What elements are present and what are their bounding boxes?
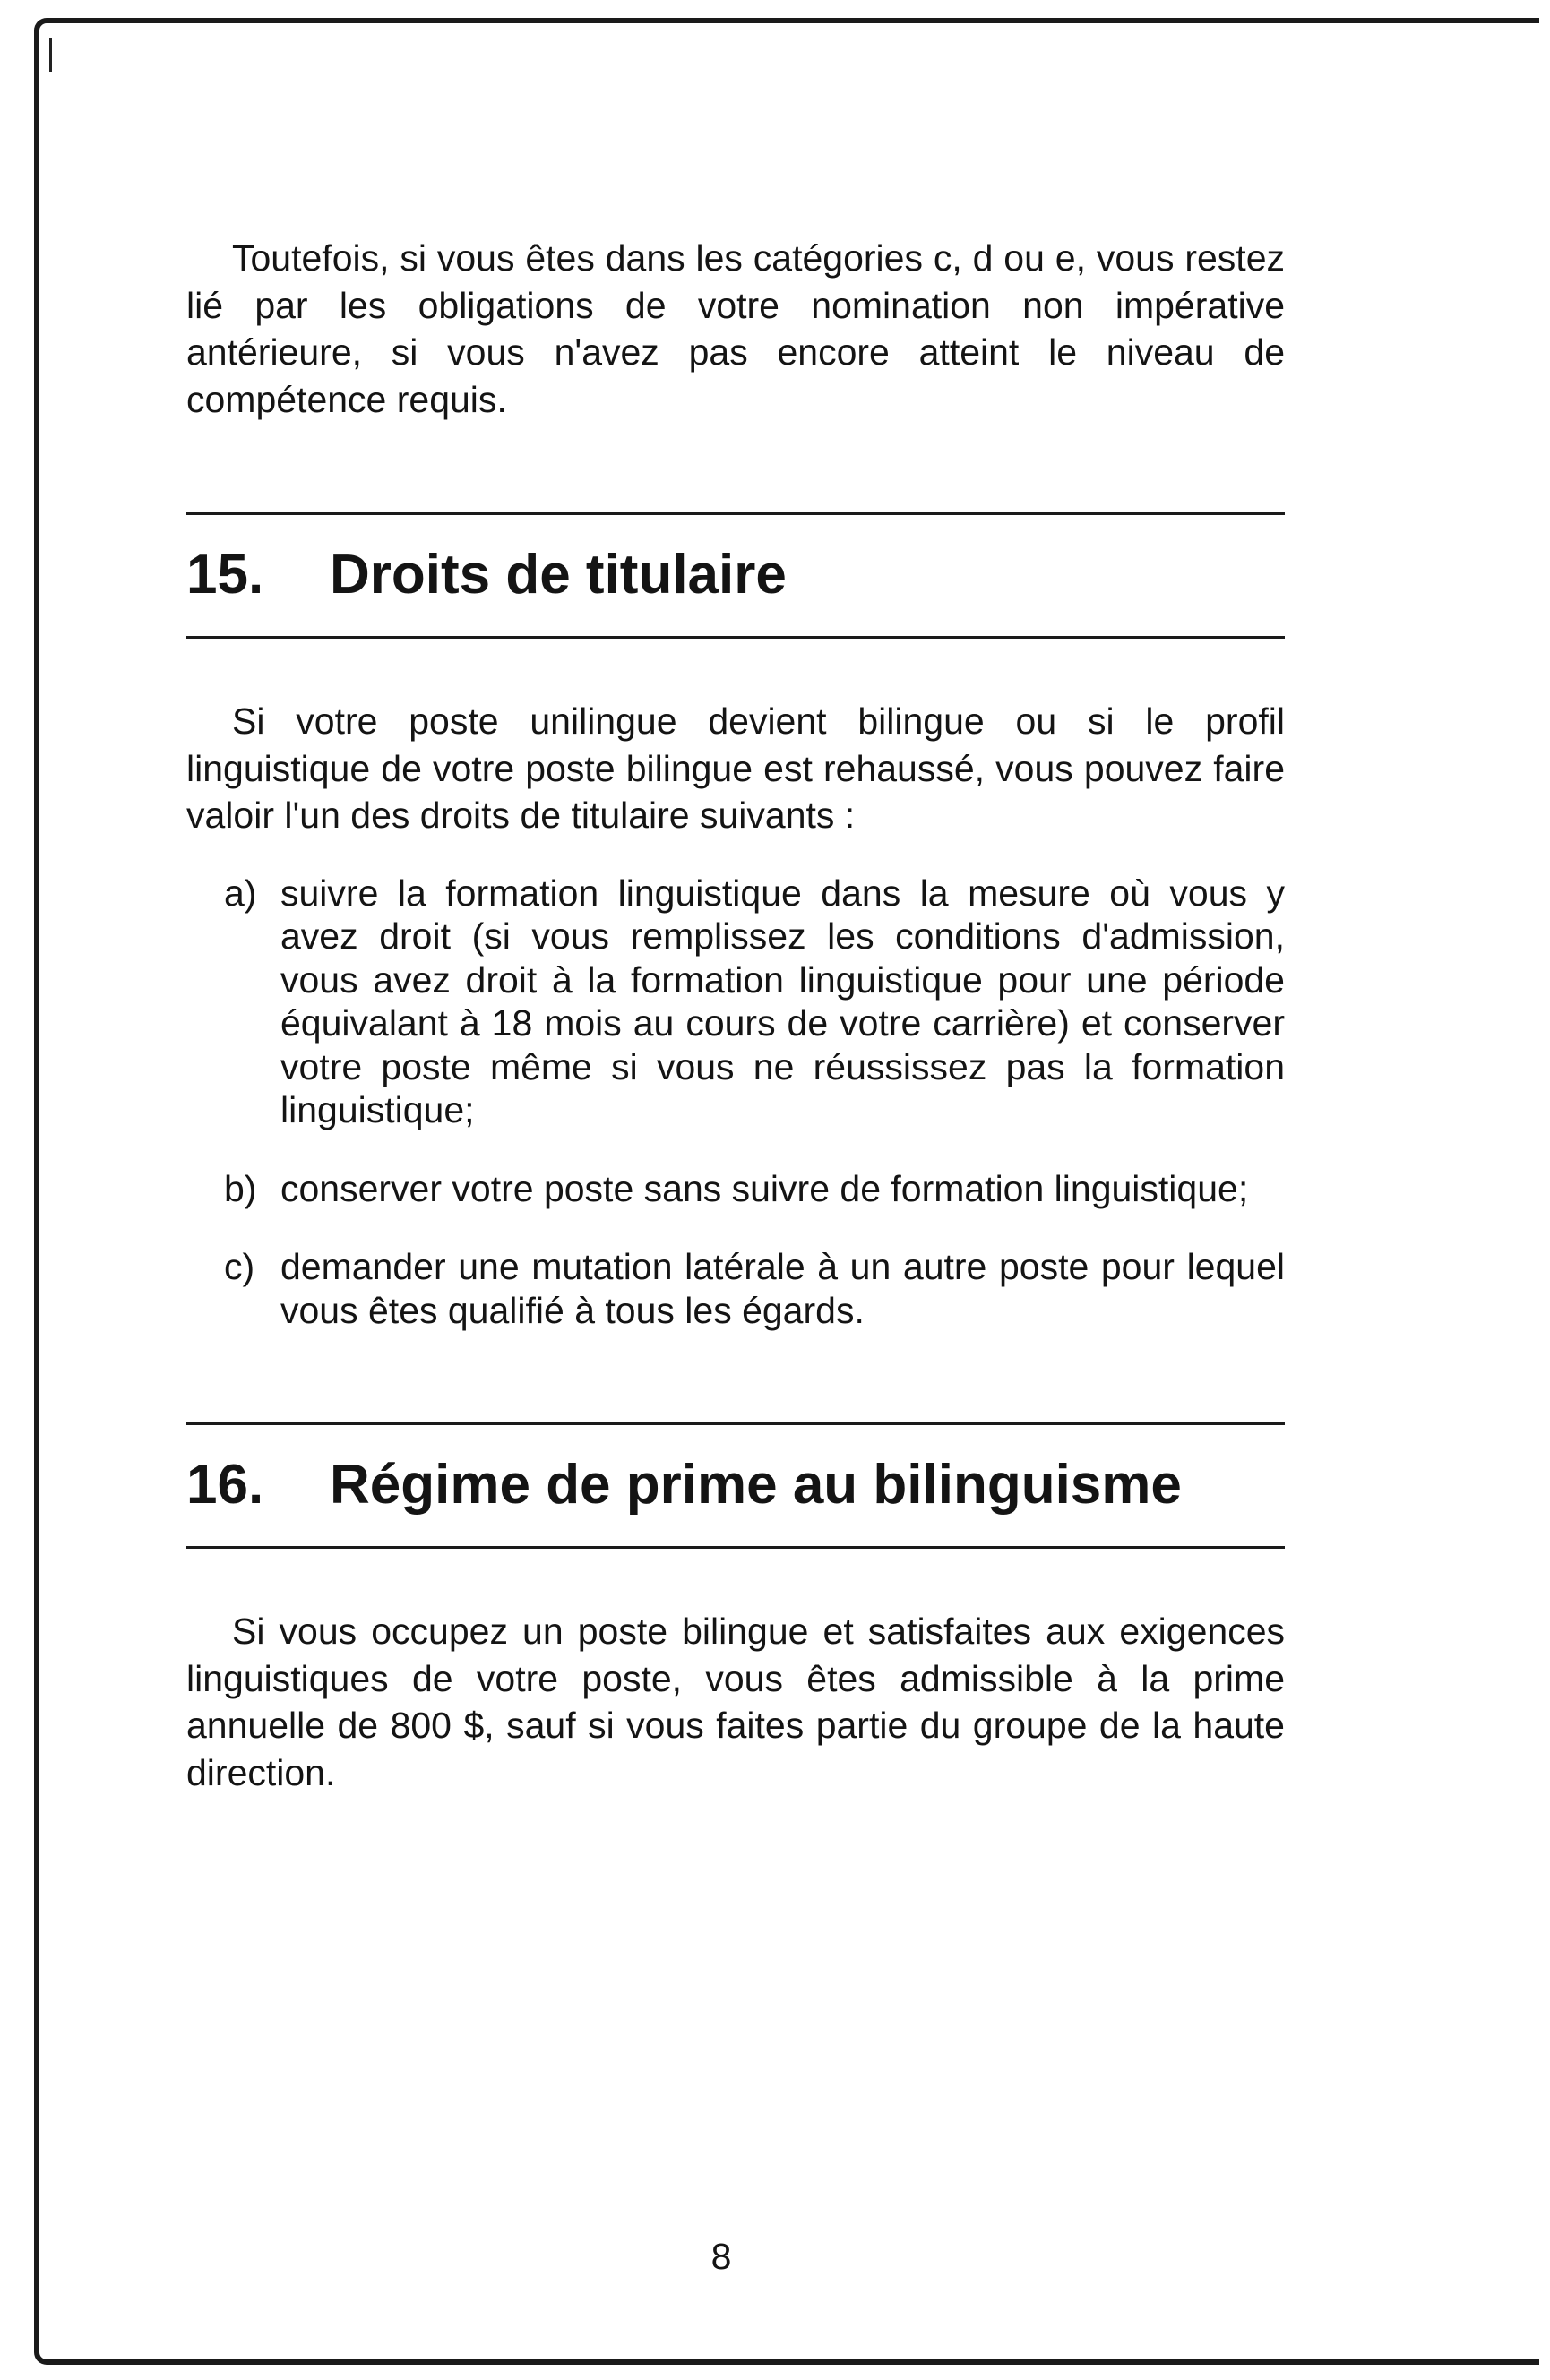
list-item: [186, 872, 1285, 1132]
list-item-text: suivre la formation linguistique dans la mesure où vous y avez droit (si vous remplissez les conditions d'admission, vous avez droit à la formation linguistique pour une période équivalant à 18 mois au cours de votre carrière) et conserver votre poste même si vous ne réussissez pas la formation linguistique;: [280, 872, 1285, 1130]
frame-mark: [49, 38, 52, 72]
section-16-title: Régime de prime au bilinguisme: [330, 1454, 1182, 1516]
intro-paragraph: Toutefois, si vous êtes dans les catégories c, d ou e, vous restez lié par les obligations de votre nomination non impérative antérieure, si vous n'avez pas encore atteint le niveau de compétence requis.: [186, 237, 1285, 420]
section-15-number: 15.: [186, 544, 264, 606]
list-item-marker: a): [224, 872, 257, 914]
rights-list: [186, 872, 1285, 1333]
list-item-marker: b): [224, 1167, 257, 1209]
page-content: [186, 235, 1285, 1796]
list-item-marker: c): [224, 1246, 255, 1287]
section-15-bottom-rule: [186, 636, 1285, 639]
list-item-text: demander une mutation latérale à un autre poste pour lequel vous êtes qualifié à tous les égards.: [280, 1246, 1285, 1331]
list-item-text: conserver votre poste sans suivre de formation linguistique;: [280, 1167, 1249, 1209]
section-16-heading: [186, 1425, 1285, 1546]
section-15-paragraph: Si votre poste unilingue devient bilingue ou si le profil linguistique de votre poste bilingue est rehaussé, vous pouvez faire valoir l'un des droits de titulaire suivants :: [186, 700, 1285, 836]
page-number: 8: [710, 2236, 732, 2277]
list-item: [186, 1245, 1285, 1332]
section-16-number: 16.: [186, 1454, 264, 1516]
section-15-title: Droits de titulaire: [330, 544, 787, 606]
list-item: [186, 1167, 1285, 1211]
section-16-bottom-rule: [186, 1546, 1285, 1549]
section-16-paragraph: Si vous occupez un poste bilingue et satisfaites aux exigences linguistiques de votre poste, vous êtes admissible à la prime annuelle de 800 $, sauf si vous faites partie du groupe de la haute direction.: [186, 1611, 1285, 1793]
section-15-heading: [186, 515, 1285, 636]
